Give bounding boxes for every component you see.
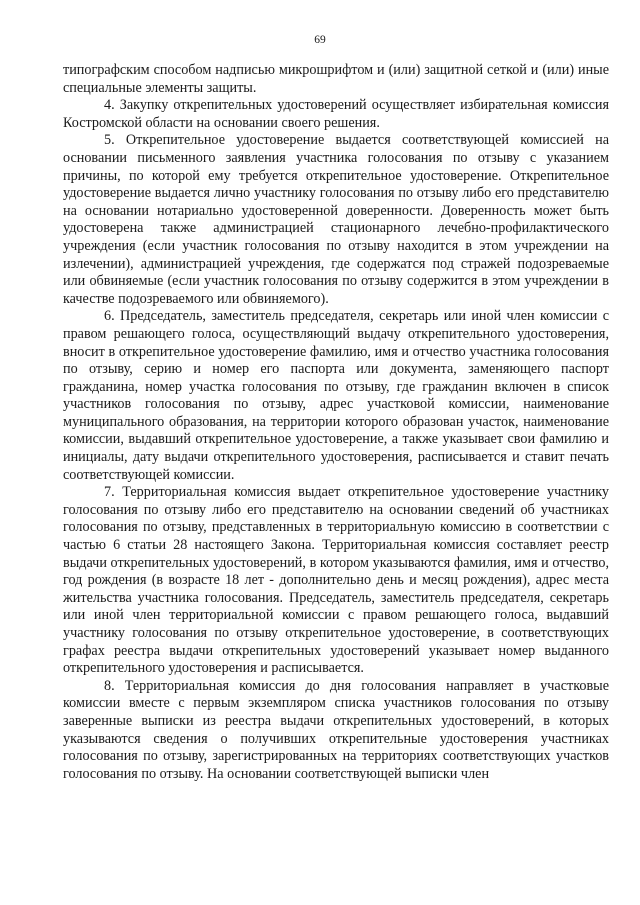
paragraph-item-6: 6. Председатель, заместитель председателя, секретарь или иной член комиссии с правом решающего голоса, осуществляющий выдачу открепительного удостоверения, вносит в открепительное удостоверение фамилию, имя и отчество участника голосования по отзыву, серию и номер его паспорта или документа, заменяющего паспорт гражданина, номер участка голосования по отзыву, где гражданин включен в список участников голосования по отзыву, адрес участковой комиссии, наименование муниципального образования, на территории которого образован участок, наименование комиссии, выдавший открепительное удостоверение, а также указывает свои фамилию и инициалы, дату выдачи открепительного удостоверения, расписывается и ставит печать соответствующей комиссии.	[63, 308, 609, 483]
paragraph-continuation: типографским способом надписью микрошрифтом и (или) защитной сеткой и (или) иные специальные элементы защиты.	[63, 62, 609, 96]
paragraph-item-4: 4. Закупку открепительных удостоверений осуществляет избирательная комиссия Костромской области на основании своего решения.	[63, 97, 609, 131]
page-number: 69	[314, 34, 326, 46]
paragraph-item-8: 8. Территориальная комиссия до дня голосования направляет в участковые комиссии вместе с первым экземпляром списка участников голосования по отзыву заверенные выписки из реестра выдачи открепительных удостоверений, в которых указываются сведения о получивших открепительные удостоверения участниках голосования по отзыву, зарегистрированных на территориях соответствующих участков голосования по отзыву. На основании соответствующей выписки член	[63, 677, 609, 782]
paragraph-item-5: 5. Открепительное удостоверение выдается соответствующей комиссией на основании письменного заявления участника голосования по отзыву с указанием причины, по которой ему требуется открепительное удостоверение. Открепительное удостоверение выдается лично участнику голосования по отзыву либо его представителю на основании нотариально удостоверенной доверенности. Доверенность может быть удостоверена также администрацией стационарного лечебно-профилактического учреждения (если участник голосования по отзыву находится в этом учреждении на излечении), администрацией учреждения, где содержатся под стражей подозреваемые или обвиняемые (если участник голосования по отзыву содержится в этом учреждении в качестве подозреваемого или обвиняемого).	[63, 132, 609, 307]
document-body	[63, 62, 609, 783]
paragraph-item-7: 7. Территориальная комиссия выдает открепительное удостоверение участнику голосования по отзыву либо его представителю на основании сведений об участниках голосования по отзыву, представленных в территориальную комиссию в соответствии с частью 6 статьи 28 настоящего Закона. Территориальная комиссия составляет реестр выдачи открепительных удостоверений, в котором указываются фамилия, имя и отчество, год рождения (в возрасте 18 лет - дополнительно день и месяц рождения), адрес места жительства участника голосования. Председатель, заместитель председателя, секретарь или иной член территориальной комиссии с правом решающего голоса, выдавший участнику голосования по отзыву открепительное удостоверение, в соответствующих графах реестра выдачи открепительных удостоверений указывает номер выданного открепительного удостоверения и расписывается.	[63, 484, 609, 677]
